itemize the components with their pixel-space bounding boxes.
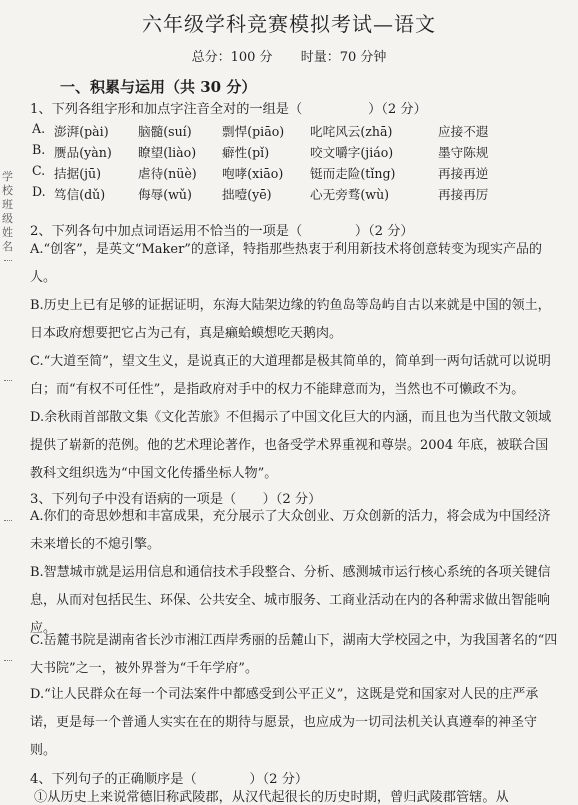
total-score: 总分：100 分 bbox=[191, 50, 273, 65]
option-word: 咬文嚼字(jiáo) bbox=[310, 145, 394, 160]
binding-dot-line bbox=[4, 520, 12, 522]
option-word: 咆哮(xiāo) bbox=[222, 166, 284, 181]
option-word: 墨守陈规 bbox=[438, 145, 489, 160]
page-title: 六年级学科竞赛模拟考试—语文 bbox=[142, 12, 436, 36]
option-word: 脑髓(suí) bbox=[138, 124, 192, 139]
option-word: 再接再厉 bbox=[438, 187, 489, 202]
q2-option-c: C.“大道至简”，望文生义，是说真正的大道理都是极其简单的，简单到一两句话就可以说明白；而“有权不可任性”，是指政府对手中的权力不能肆意而为，当然也不可懒政不为。 bbox=[30, 354, 551, 397]
option-letter: A. bbox=[32, 121, 46, 136]
binding-dot-line bbox=[4, 660, 12, 662]
option-word: 拮据(jū) bbox=[54, 166, 102, 181]
option-word: 瞭望(liào) bbox=[138, 145, 197, 160]
question-3-stem: 3、下列句子中没有语病的一项是（ ）（2 分） bbox=[30, 492, 322, 507]
q3-option-b: B.智慧城市就是运用信息和通信技术手段整合、分析、感测城市运行核心系统的各项关键信息，从而对包括民生、环保、公共安全、城市服务、工商业活动在内的各种需求做出智能响应。 bbox=[30, 565, 551, 636]
option-word: 应接不遐 bbox=[438, 124, 489, 139]
option-letter: D. bbox=[32, 184, 46, 199]
option-word: 虐待(nüè) bbox=[138, 166, 197, 181]
q2-option-a: A.“创客”，是英文“Maker”的意译，特指那些热衷于利用新技术将创意转变为现实产品的人。 bbox=[30, 242, 542, 285]
option-word: 侮辱(wǔ) bbox=[138, 187, 192, 202]
q2-option-d: D.余秋雨首部散文集《文化苦旅》不但揭示了中国文化巨大的内涵，而且也为当代散文领域提供了崭新的范例。他的艺术理论著作，也备受学术界重视和尊崇。2004 年底，被联合国教科文组织选为“中国文化传播坐标人物”。 bbox=[30, 410, 552, 481]
q4-sentence-1: ①从历史上来说常德旧称武陵郡，从汉代起很长的历史时期，曾归武陵郡管辖。从 bbox=[34, 790, 509, 805]
option-word: 叱咤风云(zhā) bbox=[310, 124, 393, 139]
question-2-stem: 2、下列各句中加点词语运用不恰当的一项是（ ）（2 分） bbox=[30, 224, 414, 239]
option-word: 笃信(dǔ) bbox=[54, 187, 106, 202]
time-limit: 时量：70 分钟 bbox=[300, 50, 387, 65]
option-word: 再接再逆 bbox=[438, 166, 489, 181]
q3-option-a: A.你们的奇思妙想和丰富成果，充分展示了大众创业、万众创新的活力，将会成为中国经济未来增长的不熄引擎。 bbox=[30, 509, 551, 552]
option-word: 拙噎(yē) bbox=[222, 187, 272, 202]
q2-option-b: B.历史上已有足够的证据证明，东海大陆架边缘的钓鱼岛等岛屿自古以来就是中国的领土，日本政府想要把它占为己有，真是癞蛤蟆想吃天鹅肉。 bbox=[30, 298, 551, 341]
option-word: 澎湃(pài) bbox=[54, 124, 109, 139]
option-word: 剽悍(piāo) bbox=[222, 124, 285, 139]
question-1-stem: 1、下列各组字形和加点字注音全对的一组是（ ）（2 分） bbox=[30, 102, 427, 117]
option-word: 赝品(yàn) bbox=[54, 145, 112, 160]
option-word: 铤而走险(tǐng) bbox=[310, 166, 396, 181]
option-word: 癖性(pǐ) bbox=[222, 145, 270, 160]
binding-margin-labels: 学校 班级 姓名 bbox=[2, 170, 24, 253]
section-heading: 一、积累与运用（共 30 分） bbox=[60, 78, 257, 96]
option-letter: C. bbox=[32, 163, 46, 178]
question-4-stem: 4、下列句子的正确顺序是（ ）（2 分） bbox=[30, 772, 309, 787]
option-word: 心无旁骛(wù) bbox=[310, 187, 390, 202]
option-letter: B. bbox=[32, 142, 46, 157]
binding-dot-line bbox=[4, 380, 12, 382]
binding-dot-line bbox=[4, 260, 12, 262]
exam-meta bbox=[0, 46, 578, 65]
q3-option-c: C.岳麓书院是湖南省长沙市湘江西岸秀丽的岳麓山下，湖南大学校园之中，为我国著名的“四大书院”之一，被外界誉为“千年学府”。 bbox=[30, 633, 558, 676]
q3-option-d: D.“让人民群众在每一个司法案件中都感受到公平正义”，这既是党和国家对人民的庄严承诺，更是每一个普通人实实在在的期待与愿景，也应成为一切司法机关认真遵奉的神圣守则。 bbox=[30, 687, 539, 758]
